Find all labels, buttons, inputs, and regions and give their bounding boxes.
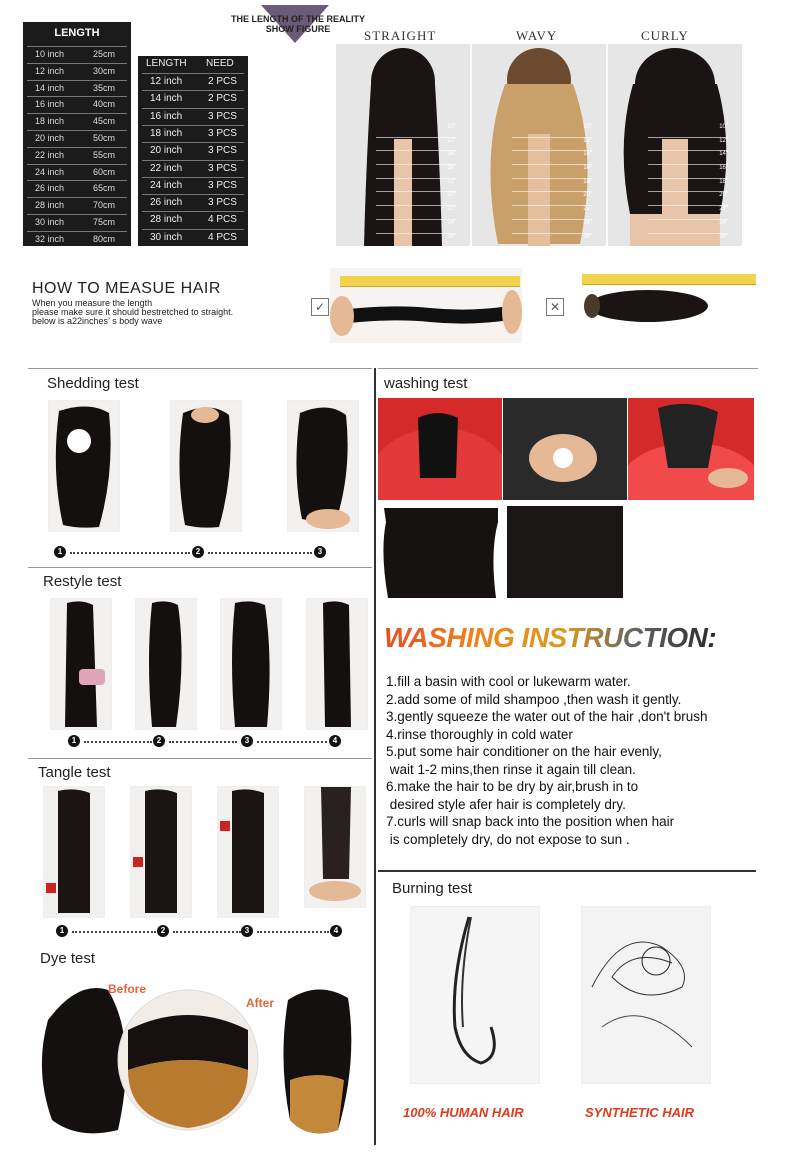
instruction-line: 3.gently squeeze the water out of the hair ,don't brush: [386, 709, 708, 724]
length-inch: 26 inch: [35, 183, 65, 194]
need-table-header: [142, 56, 244, 72]
length-cm: 35cm: [93, 82, 116, 93]
need-header-length: LENGTH: [146, 58, 187, 69]
divider-restyle: [28, 758, 372, 759]
length-inch: 32 inch: [35, 233, 65, 244]
divider-right-top: [378, 368, 758, 369]
length-inch: 16 inch: [35, 99, 65, 110]
burning-title: Burning test: [392, 880, 473, 897]
length-ticks-straight: [376, 124, 456, 246]
need-length: 26 inch: [150, 197, 183, 209]
measure-line-3: below is a22inches’ s body wave: [32, 316, 163, 326]
length-tick: 18": [512, 179, 592, 193]
human-hair-label: 100% HUMAN HAIR: [403, 1105, 524, 1120]
measure-title: HOW TO MEASUE HAIR: [32, 280, 221, 297]
shedding-photo-3: [287, 400, 359, 532]
length-cm: 70cm: [93, 200, 116, 211]
length-tick: 12": [376, 138, 456, 152]
curly-label: CURLY: [641, 28, 689, 43]
length-cm: 65cm: [93, 183, 116, 194]
length-tick: 20": [376, 192, 456, 206]
shedding-step-2: 2: [192, 546, 204, 558]
curled-hair-illustration: [578, 284, 758, 328]
length-cm: 40cm: [93, 99, 116, 110]
divider-left-top: [28, 368, 372, 369]
dye-title: Dye test: [40, 950, 96, 967]
restyle-photo-2: [135, 598, 197, 730]
length-table-row: [27, 63, 127, 79]
length-table-row: [27, 130, 127, 146]
shedding-title: Shedding test: [47, 375, 139, 392]
instruction-line: wait 1-2 mins,then rinse it again till clean.: [386, 761, 636, 777]
length-table-header: LENGTH: [54, 27, 100, 39]
restyle-step-3: 3: [241, 735, 253, 747]
washing-photo-1: [378, 398, 502, 500]
shedding-step-1: 1: [54, 546, 66, 558]
length-table-row: [27, 231, 127, 247]
need-header-need: NEED: [206, 58, 234, 69]
need-pieces: 4 PCS: [208, 214, 237, 226]
synthetic-hair-burn-photo: [581, 906, 711, 1084]
washing-instruction-list: [386, 673, 766, 848]
need-table-row: [142, 90, 244, 107]
length-tick: 24": [648, 220, 728, 234]
length-tick: 16": [376, 165, 456, 179]
shedding-photo-1: [48, 400, 120, 532]
length-tick: 22": [512, 206, 592, 220]
need-table-row: [142, 125, 244, 142]
length-table-row: [27, 46, 127, 62]
length-tick: 20": [512, 192, 592, 206]
length-tick: 24": [512, 220, 592, 234]
shedding-dots-1: [70, 552, 190, 554]
length-tick: 26": [512, 234, 592, 247]
shedding-photo-2: [170, 400, 242, 532]
measure-line-2: please make sure it should bestretched to straight.: [32, 307, 234, 317]
tangle-step-2: 2: [157, 925, 169, 937]
length-cm: 25cm: [93, 49, 116, 59]
washing-instruction-title: WASHING INSTRUCTION:: [384, 622, 717, 653]
need-table-row: [142, 108, 244, 125]
need-pieces: 3 PCS: [208, 110, 237, 122]
length-cm: 75cm: [93, 217, 116, 227]
stretched-hair-illustration: [330, 286, 522, 342]
length-tick: 22": [648, 206, 728, 220]
tangle-step-1: 1: [56, 925, 68, 937]
tangle-photo-3: [217, 786, 279, 918]
length-tick: 18": [376, 179, 456, 193]
tangle-photo-2: [130, 786, 192, 918]
synthetic-hair-label: SYNTHETIC HAIR: [585, 1105, 695, 1120]
human-hair-burn-photo: [410, 906, 540, 1084]
length-cm: 55cm: [93, 149, 116, 160]
length-tick: 10": [648, 124, 728, 138]
need-pieces: 3 PCS: [208, 162, 237, 174]
length-table-row: [27, 197, 127, 213]
wavy-label: WAVY: [516, 28, 558, 43]
washing-photo-2: [503, 398, 627, 500]
length-inch: 30 inch: [35, 217, 65, 227]
tangle-title: Tangle test: [38, 764, 111, 781]
tangle-dots-3: [257, 931, 329, 933]
length-tick: 26": [648, 234, 728, 247]
length-table-row: [27, 147, 127, 163]
dye-after-label: After: [246, 996, 275, 1010]
need-length: 20 inch: [150, 145, 183, 157]
length-tick: 16": [512, 165, 592, 179]
restyle-photo-1: [50, 598, 112, 730]
washed-hair-photo-2: [503, 502, 627, 602]
restyle-step-4: 4: [329, 735, 341, 747]
correct-icon: ✓: [311, 298, 329, 316]
need-table-row: [142, 73, 244, 90]
length-inch: 14 inch: [35, 82, 65, 93]
length-tick: 24": [376, 220, 456, 234]
length-tick: 16": [648, 165, 728, 179]
need-length: 14 inch: [150, 93, 183, 105]
tangle-photo-1: [43, 786, 105, 918]
length-cm: 50cm: [93, 133, 116, 143]
length-tick: 22": [376, 206, 456, 220]
need-length: 12 inch: [150, 76, 183, 87]
tangle-step-4: 4: [330, 925, 342, 937]
length-tick: 20": [648, 192, 728, 206]
length-inch: 12 inch: [35, 65, 65, 76]
length-tick: 10": [376, 124, 456, 138]
need-table-row: [142, 160, 244, 177]
length-inch: 10 inch: [35, 49, 65, 59]
restyle-title: Restyle test: [43, 573, 122, 590]
length-inch: 20 inch: [35, 133, 65, 143]
length-ticks-curly: [648, 124, 728, 246]
instruction-line: desired style afer hair is completely dry.: [386, 796, 626, 812]
need-pieces: 2 PCS: [208, 76, 237, 87]
restyle-dots-3: [257, 741, 327, 743]
divider-washing: [378, 870, 756, 872]
length-tick: 14": [512, 151, 592, 165]
need-length: 28 inch: [150, 214, 183, 226]
washed-hair-photo-1: [380, 502, 502, 602]
need-pieces: 3 PCS: [208, 197, 237, 209]
length-inch: 22 inch: [35, 149, 65, 160]
instruction-line: 7.curls will snap back into the position when hair: [386, 814, 675, 829]
wavy-hair-photo: [472, 44, 606, 246]
divider-shedding: [28, 567, 372, 568]
instruction-line: 4.rinse thoroughly in cold water: [386, 726, 573, 742]
correct-measure-photo: [330, 268, 522, 343]
length-cm: 45cm: [93, 116, 116, 127]
washing-photo-3: [628, 398, 754, 500]
need-length: 30 inch: [150, 231, 183, 243]
dye-before-label: Before: [108, 982, 147, 996]
length-cm: 80cm: [93, 233, 116, 244]
straight-label: STRAIGHT: [364, 28, 437, 43]
center-divider: [374, 368, 376, 1145]
length-table-row: [27, 96, 127, 112]
tangle-photo-4: [304, 786, 366, 908]
shedding-dots-2: [208, 552, 312, 554]
restyle-photo-3: [220, 598, 282, 730]
banner-line-1: THE LENGTH OF THE REALITY: [231, 14, 365, 24]
reality-banner: [228, 14, 368, 34]
measure-line-1: When you measure the length: [32, 298, 153, 308]
need-length: 22 inch: [150, 162, 183, 174]
need-table: [138, 56, 248, 246]
length-ticks-wavy: [512, 124, 592, 246]
length-table-row: [27, 164, 127, 180]
restyle-step-1: 1: [68, 735, 80, 747]
measure-instructions: [32, 299, 233, 326]
tangle-step-3: 3: [241, 925, 253, 937]
need-pieces: 2 PCS: [208, 93, 237, 105]
wrong-measure-photo: [578, 268, 758, 328]
length-table-row: [27, 80, 127, 96]
need-pieces: 4 PCS: [208, 231, 237, 243]
length-inch: 28 inch: [35, 200, 65, 211]
length-table-row: [27, 180, 127, 196]
need-table-row: [142, 142, 244, 159]
need-pieces: 3 PCS: [208, 127, 237, 139]
length-tick: 14": [648, 151, 728, 165]
washing-title: washing test: [384, 375, 468, 392]
tangle-dots-1: [72, 931, 156, 933]
instruction-line: 6.make the hair to be dry by air,brush in to: [386, 779, 639, 794]
restyle-step-2: 2: [153, 735, 165, 747]
restyle-photo-4: [306, 598, 368, 730]
restyle-dots-2: [169, 741, 237, 743]
need-length: 18 inch: [150, 127, 183, 139]
dye-photo: [38, 980, 368, 1145]
shedding-step-3: 3: [314, 546, 326, 558]
length-cm: 30cm: [93, 65, 116, 76]
need-length: 16 inch: [150, 110, 183, 122]
need-table-row: [142, 177, 244, 194]
need-pieces: 3 PCS: [208, 145, 237, 157]
need-table-row: [142, 211, 244, 228]
need-pieces: 3 PCS: [208, 179, 237, 191]
instruction-line: 2.add some of mild shampoo ,then wash it gently.: [386, 691, 682, 707]
need-table-row: [142, 229, 244, 246]
length-tick: 26": [376, 234, 456, 247]
length-tick: 12": [648, 138, 728, 152]
tangle-dots-2: [173, 931, 241, 933]
instruction-line: 5.put some hair conditioner on the hair evenly,: [386, 744, 662, 759]
banner-line-2: SHOW FIGURE: [265, 24, 331, 34]
instruction-line: 1.fill a basin with cool or lukewarm water.: [386, 674, 631, 689]
length-tick: 10": [512, 124, 592, 138]
instruction-line: is completely dry, do not expose to sun .: [386, 831, 630, 847]
need-length: 24 inch: [150, 179, 183, 191]
length-table: [23, 22, 131, 246]
length-tick: 18": [648, 179, 728, 193]
length-table-row: [27, 113, 127, 129]
dye-illustration: [38, 980, 368, 1145]
length-cm: 60cm: [93, 166, 116, 177]
curly-hair-photo: [608, 44, 742, 246]
length-tick: 12": [512, 138, 592, 152]
wrong-icon: ✕: [546, 298, 564, 316]
length-inch: 24 inch: [35, 166, 65, 177]
restyle-dots-1: [84, 741, 152, 743]
straight-hair-photo: [336, 44, 470, 246]
need-table-row: [142, 194, 244, 211]
length-tick: 14": [376, 151, 456, 165]
length-inch: 18 inch: [35, 116, 65, 127]
length-table-row: [27, 214, 127, 230]
